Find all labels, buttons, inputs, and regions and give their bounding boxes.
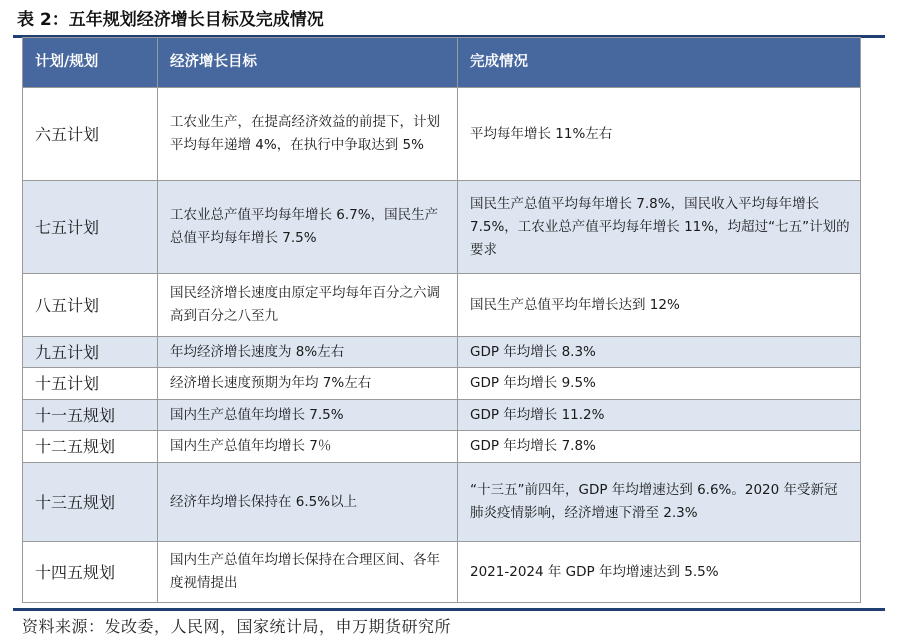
header-goal: 经济增长目标 xyxy=(158,38,458,88)
bottom-rule xyxy=(13,608,885,611)
goal-cell: 工农业生产，在提高经济效益的前提下，计划平均每年递增 4%，在执行中争取达到 5% xyxy=(158,88,458,181)
plan-cell: 八五计划 xyxy=(23,274,158,337)
result-cell: 国民生产总值平均每年增长 7.8%，国民收入平均每年增长 7.5%，工农业总产值平均每年增长 11%，均超过“七五”计划的要求 xyxy=(458,181,861,274)
plan-cell: 十二五规划 xyxy=(23,431,158,463)
source-note: 资料来源：发改委，人民网，国家统计局，申万期货研究所 xyxy=(22,617,452,636)
table-row xyxy=(23,400,861,431)
result-cell: 平均每年增长 11%左右 xyxy=(458,88,861,181)
result-cell: 2021-2024 年 GDP 年均增速达到 5.5% xyxy=(458,542,861,603)
goal-cell: 年均经济增长速度为 8%左右 xyxy=(158,337,458,368)
table-row xyxy=(23,463,861,542)
goal-cell: 国内生产总值年均增长 7.5% xyxy=(158,400,458,431)
result-cell: GDP 年均增长 8.3% xyxy=(458,337,861,368)
table-row xyxy=(23,274,861,337)
table-row xyxy=(23,368,861,400)
goal-cell: 国内生产总值年均增长 7％ xyxy=(158,431,458,463)
goal-cell: 经济年均增长保持在 6.5%以上 xyxy=(158,463,458,542)
table-row xyxy=(23,88,861,181)
table-row xyxy=(23,181,861,274)
plan-cell: 六五计划 xyxy=(23,88,158,181)
table-header-row xyxy=(23,38,861,88)
table-title: 表 2：五年规划经济增长目标及完成情况 xyxy=(17,10,324,30)
result-cell: 国民生产总值平均年增长达到 12% xyxy=(458,274,861,337)
result-cell: “十三五”前四年，GDP 年均增速达到 6.6%。2020 年受新冠肺炎疫情影响，经济增速下滑至 2.3% xyxy=(458,463,861,542)
plan-cell: 十四五规划 xyxy=(23,542,158,603)
goal-cell: 经济增长速度预期为年均 7%左右 xyxy=(158,368,458,400)
table-row xyxy=(23,431,861,463)
plan-cell: 十一五规划 xyxy=(23,400,158,431)
goal-cell: 国民经济增长速度由原定平均每年百分之六调高到百分之八至九 xyxy=(158,274,458,337)
plan-cell: 七五计划 xyxy=(23,181,158,274)
table-row xyxy=(23,337,861,368)
plan-cell: 九五计划 xyxy=(23,337,158,368)
five-year-plan-table xyxy=(22,37,861,603)
result-cell: GDP 年均增长 7.8% xyxy=(458,431,861,463)
result-cell: GDP 年均增长 11.2% xyxy=(458,400,861,431)
goal-cell: 工农业总产值平均每年增长 6.7%，国民生产总值平均每年增长 7.5% xyxy=(158,181,458,274)
table-row xyxy=(23,542,861,603)
goal-cell: 国内生产总值年均增长保持在合理区间、各年度视情提出 xyxy=(158,542,458,603)
header-plan: 计划/规划 xyxy=(23,38,158,88)
header-result: 完成情况 xyxy=(458,38,861,88)
plan-cell: 十三五规划 xyxy=(23,463,158,542)
result-cell: GDP 年均增长 9.5% xyxy=(458,368,861,400)
plan-cell: 十五计划 xyxy=(23,368,158,400)
